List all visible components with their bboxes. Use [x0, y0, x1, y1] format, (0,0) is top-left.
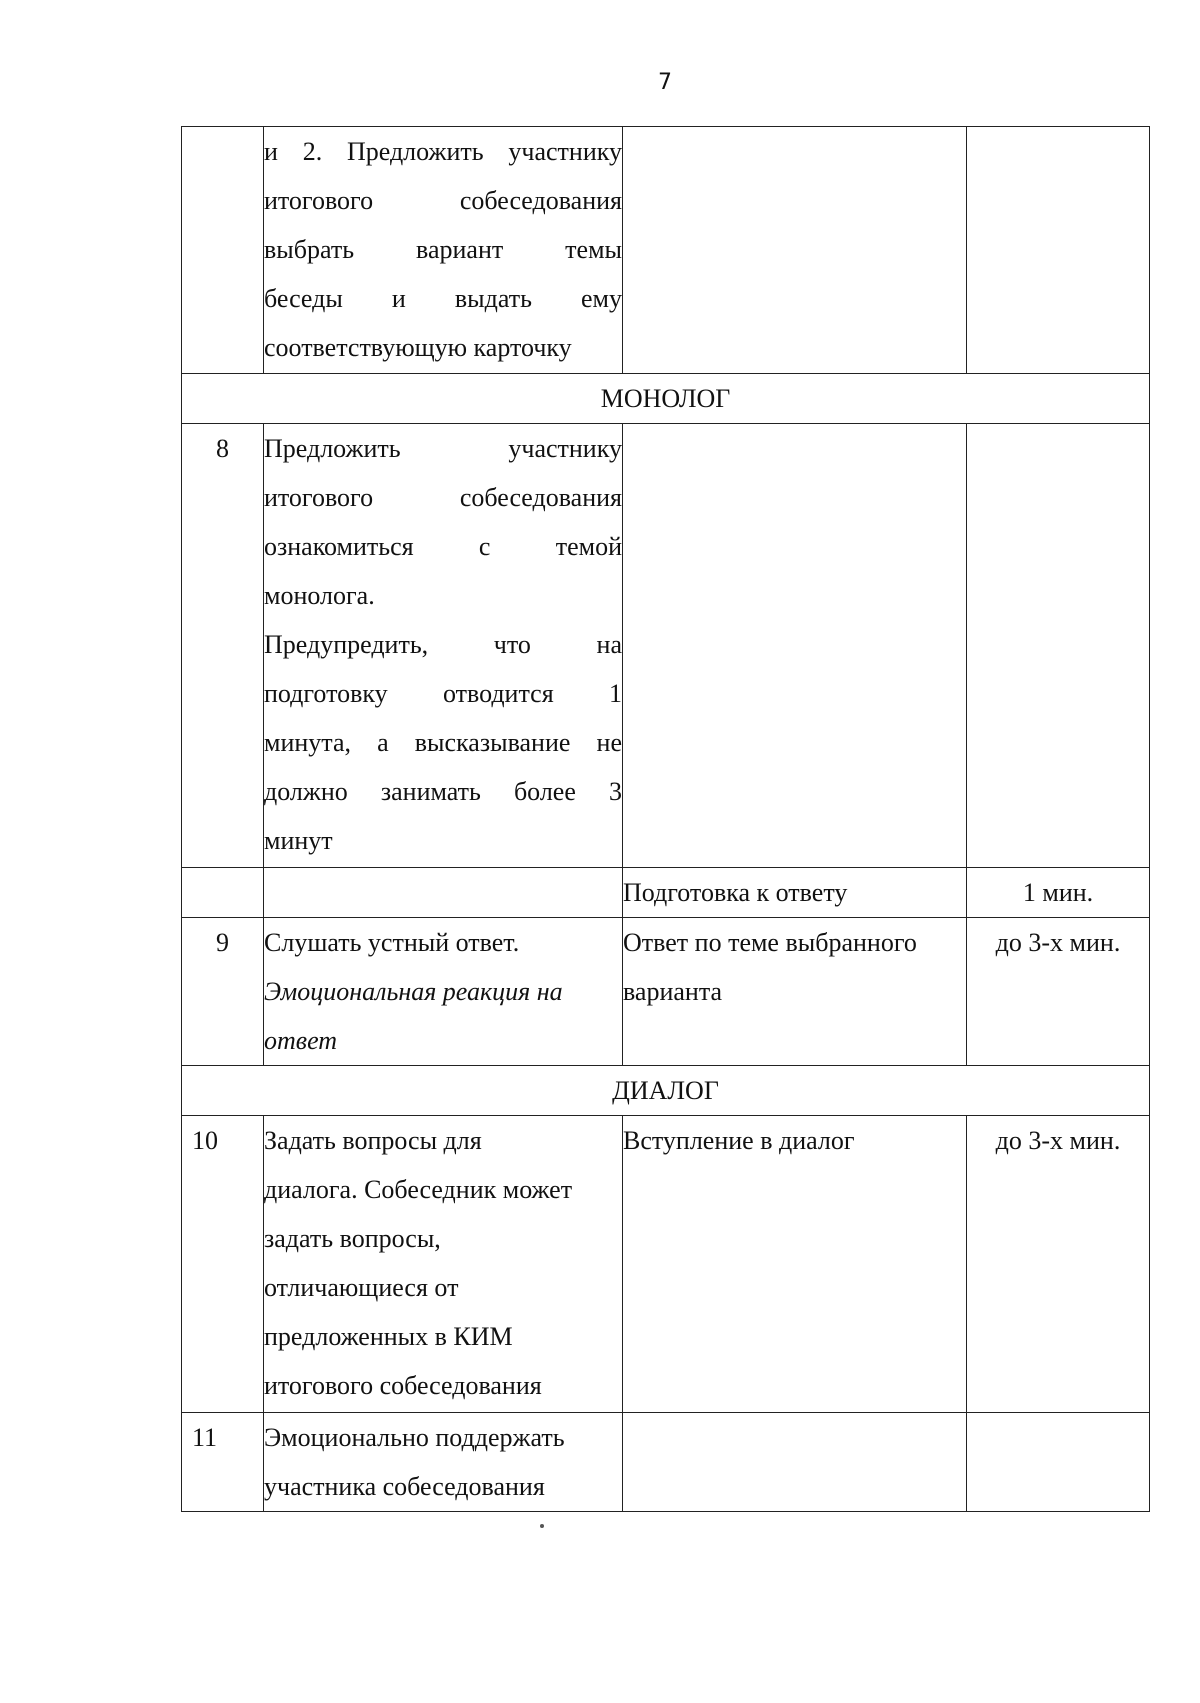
- action-line: итогового собеседования: [264, 483, 622, 512]
- cell-time: [967, 127, 1150, 374]
- action-line: подготовку отводится 1: [264, 679, 622, 708]
- table-row-9: [182, 918, 1150, 1066]
- action-line: Предупредить, что на: [264, 630, 622, 659]
- action-line: Эмоционально поддержать: [264, 1423, 565, 1452]
- cell-action: [264, 424, 623, 868]
- action-line: должно занимать более 3: [264, 777, 622, 806]
- table-row-continuation: [182, 127, 1150, 374]
- action-line: итогового собеседования: [264, 1371, 542, 1400]
- action-line: минута, а высказывание не: [264, 728, 622, 757]
- action-line: Предложить участнику: [264, 434, 622, 463]
- action-line: и 2. Предложить участнику: [264, 137, 622, 166]
- table-row-11: [182, 1413, 1150, 1512]
- action-line: участника собеседования: [264, 1472, 545, 1501]
- cell-time: до 3-х мин.: [967, 918, 1150, 1066]
- action-line: диалога. Собеседник может: [264, 1175, 573, 1204]
- cell-action: [264, 1116, 623, 1413]
- section-heading-monologue: МОНОЛОГ: [182, 374, 1150, 424]
- cell-time: [967, 1413, 1150, 1512]
- procedure-table: [181, 126, 1150, 1512]
- action-line: Слушать устный ответ.: [264, 928, 520, 957]
- cell-action: [264, 1413, 623, 1512]
- cell-activity: Вступление в диалог: [623, 1116, 967, 1413]
- cell-num: 9: [182, 918, 264, 1066]
- section-row-monologue: [182, 374, 1150, 424]
- action-line: минут: [264, 826, 333, 855]
- action-line-italic: Эмоциональная реакция на: [264, 977, 563, 1006]
- action-line: беседы и выдать ему: [264, 284, 622, 313]
- cell-num: 11: [182, 1413, 264, 1512]
- cell-action: [264, 868, 623, 918]
- action-line-italic: ответ: [264, 1026, 338, 1055]
- table-row-10: [182, 1116, 1150, 1413]
- action-line: монолога.: [264, 581, 375, 610]
- action-line: итогового собеседования: [264, 186, 622, 215]
- cell-activity: [623, 918, 967, 1066]
- scan-speck: [540, 1524, 544, 1528]
- cell-activity: Подготовка к ответу: [623, 868, 967, 918]
- cell-activity: [623, 127, 967, 374]
- cell-num: [182, 868, 264, 918]
- cell-activity: [623, 1413, 967, 1512]
- cell-time: [967, 424, 1150, 868]
- cell-action: [264, 127, 623, 374]
- page-number: 7: [658, 70, 672, 95]
- table-row-preparation: [182, 868, 1150, 918]
- activity-line: Ответ по теме выбранного: [623, 928, 917, 957]
- action-line: Задать вопросы для: [264, 1126, 482, 1155]
- action-line: предложенных в КИМ: [264, 1322, 513, 1351]
- action-line: выбрать вариант темы: [264, 235, 622, 264]
- action-line: ознакомиться с темой: [264, 532, 622, 561]
- cell-num: 10: [182, 1116, 264, 1413]
- table-row-8: [182, 424, 1150, 868]
- action-line: соответствующую карточку: [264, 333, 572, 362]
- section-heading-dialogue: ДИАЛОГ: [182, 1066, 1150, 1116]
- action-line: задать вопросы,: [264, 1224, 441, 1253]
- cell-activity: [623, 424, 967, 868]
- cell-time: до 3-х мин.: [967, 1116, 1150, 1413]
- cell-num: 8: [182, 424, 264, 868]
- cell-num: [182, 127, 264, 374]
- cell-time: 1 мин.: [967, 868, 1150, 918]
- action-line: отличающиеся от: [264, 1273, 459, 1302]
- section-row-dialogue: [182, 1066, 1150, 1116]
- cell-action: [264, 918, 623, 1066]
- activity-line: варианта: [623, 977, 723, 1006]
